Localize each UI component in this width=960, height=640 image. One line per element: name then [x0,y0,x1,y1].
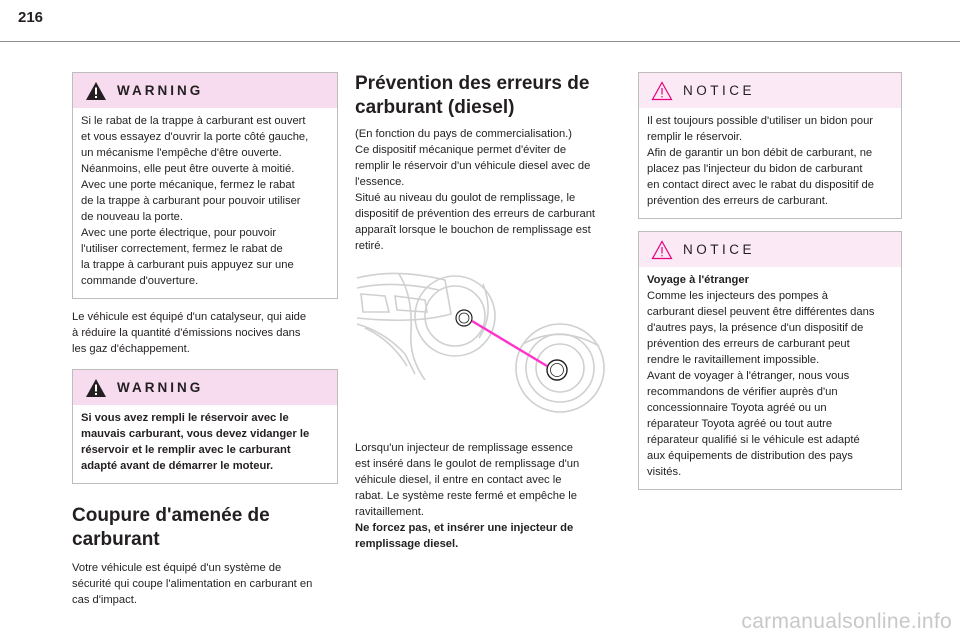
text-line: un mécanisme l'empêche d'être ouverte. [81,147,282,159]
text-line: aux équipements de distribution des pays [647,450,853,462]
text-line-bold: remplissage diesel. [355,538,459,550]
notice-triangle-icon [651,240,673,260]
notice-box-fuel-can [638,72,902,219]
heading-line: Prévention des erreurs de [355,73,590,94]
text-line: Il est toujours possible d'utiliser un bidon pour [647,115,874,127]
text-line: rendre le ravitaillement impossible. [647,354,820,366]
notice-text [639,267,901,489]
text-line: la trappe à carburant puis appuyez sur une [81,259,294,271]
warning-header [73,370,337,405]
column-right [638,72,902,490]
notice-box-travel-abroad [638,231,902,490]
text-line: carburant diesel peuvent être différentes dans [647,306,875,318]
text-line: de nouveau la porte. [81,211,184,223]
notice-header [639,73,901,108]
heading-line: carburant [72,529,160,550]
warning-triangle-icon [85,81,107,101]
text-line: adapté avant de démarrer le moteur. [81,460,274,472]
warning-triangle-icon [85,378,107,398]
misfuel-intro-paragraph [355,126,617,254]
text-line: l'essence. [355,176,405,188]
text-line: cas d'impact. [72,594,137,606]
text-line: prévention des erreurs de carburant peut [647,338,850,350]
text-line: concessionnaire Toyota agréé ou un [647,402,827,414]
text-line: les gaz d'échappement. [72,343,190,355]
text-line: Comme les injecteurs des pompes à [647,290,828,302]
text-line: est inséré dans le goulot de remplissage d'un [355,458,580,470]
text-line: remplir le réservoir. [647,131,743,143]
heading-line: carburant (diesel) [355,97,515,118]
text-line: recommandons de vérifier auprès d'un [647,386,838,398]
text-line: Si vous avez rempli le réservoir avec le [81,412,289,424]
text-line: Afin de garantir un bon débit de carburant, ne [647,147,873,159]
text-line: mauvais carburant, vous devez vidanger le [81,428,310,440]
text-line: réparateur qualifié si le véhicule est adapté [647,434,860,446]
text-line: prévention des erreurs de carburant. [647,195,828,207]
text-line: l'utiliser correctement, fermez le rabat de [81,243,283,255]
notice-subtitle: Voyage à l'étranger [647,274,749,286]
section-heading-fuel-cutoff [72,504,338,552]
text-line: véhicule diesel, il entre en contact avec le [355,474,562,486]
text-line: Le véhicule est équipé d'un catalyseur, qui aide [72,311,307,323]
text-line: dispositif de prévention des erreurs de carburant [355,208,596,220]
notice-header [639,232,901,267]
catalyst-paragraph [72,309,338,357]
text-line: sécurité qui coupe l'alimentation en carburant en [72,578,313,590]
text-line: de la trappe à carburant pour pouvoir utiliser [81,195,301,207]
warning-box-fuel-flap [72,72,338,299]
text-line: retiré. [355,240,384,252]
warning-title: WARNING [117,83,204,98]
warning-text [73,405,337,483]
text-line: Votre véhicule est équipé d'un système de [72,562,282,574]
header-rule [0,41,960,42]
section-heading-misfuel [355,72,617,120]
notice-text [639,108,901,218]
text-line: d'autres pays, la présence d'un dispositif de [647,322,864,334]
text-line: placez pas l'injecteur du bidon de carburant [647,163,863,175]
text-line: en contact direct avec le rabat du dispositif de [647,179,874,191]
text-line: Situé au niveau du goulot de remplissage, le [355,192,576,204]
warning-box-wrong-fuel [72,369,338,484]
warning-title: WARNING [117,380,204,395]
text-line: Néanmoins, elle peut être ouverte à moitié. [81,163,295,175]
text-line: ravitaillement. [355,506,425,518]
warning-header [73,73,337,108]
column-middle [355,72,617,552]
text-line: commande d'ouverture. [81,275,199,287]
fuel-cutoff-paragraph [72,560,338,608]
text-line: réservoir et le remplir avec le carburant [81,444,291,456]
fuel-filler-illustration [355,266,617,428]
text-line-bold: Ne forcez pas, et insérer une injecteur de [355,522,574,534]
text-line: et vous essayez d'ouvrir la porte côté gauche, [81,131,309,143]
column-left [72,72,338,608]
heading-line: Coupure d'amenée de [72,505,270,526]
text-line: à réduire la quantité d'émissions nocives dans [72,327,301,339]
footer-watermark: carmanualsonline.info [741,610,952,633]
text-line: apparaît lorsque le bouchon de remplissage est [355,224,591,236]
text-line: rabat. Le système reste fermé et empêche le [355,490,577,502]
notice-title: NOTICE [683,242,756,257]
page-number: 216 [18,9,44,26]
notice-title: NOTICE [683,83,756,98]
text-line: réparateur Toyota agréé ou tout autre [647,418,833,430]
text-line: Si le rabat de la trappe à carburant est ouvert [81,115,306,127]
warning-text [73,108,337,298]
text-line: visités. [647,466,682,478]
text-line: (En fonction du pays de commercialisation.) [355,128,573,140]
text-line: remplir le réservoir d'un véhicule diesel avec de [355,160,591,172]
text-line: Avec une porte électrique, pour pouvoir [81,227,277,239]
text-line: Lorsqu'un injecteur de remplissage essence [355,442,573,454]
text-line: Ce dispositif mécanique permet d'éviter de [355,144,567,156]
notice-triangle-icon [651,81,673,101]
text-line: Avant de voyager à l'étranger, nous vous [647,370,850,382]
misfuel-detail-paragraph [355,440,617,552]
text-line: Avec une porte mécanique, fermez le rabat [81,179,295,191]
